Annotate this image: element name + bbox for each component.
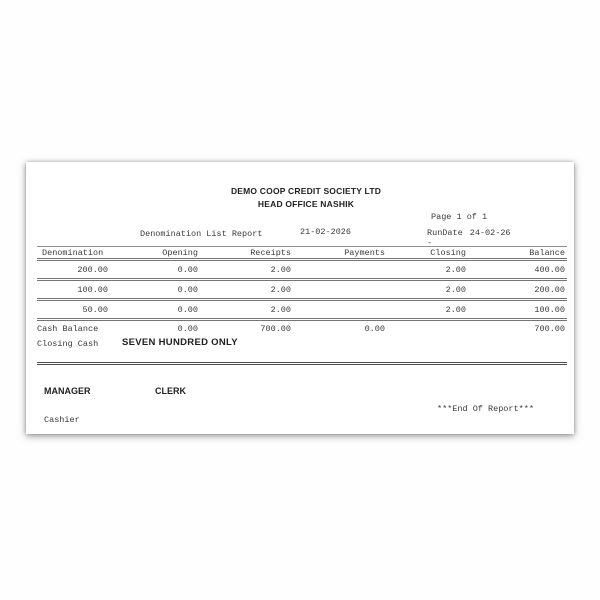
cell-receipts: 2.00 xyxy=(202,260,295,280)
cell-denomination: 50.00 xyxy=(37,300,112,320)
cell-closing: 2.00 xyxy=(389,280,468,300)
cell-payments xyxy=(295,280,389,300)
closing-cash-in-words: SEVEN HUNDRED ONLY xyxy=(122,337,238,348)
cell-balance: 100.00 xyxy=(468,300,567,320)
table-row xyxy=(37,280,567,300)
cell-opening: 0.00 xyxy=(112,260,202,280)
cash-balance-row xyxy=(37,320,567,337)
closing-cash-label: Closing Cash xyxy=(37,339,99,349)
page-indicator: Page 1 of 1 xyxy=(431,212,488,222)
cash-balance-opening: 0.00 xyxy=(177,323,198,334)
cell-balance: 200.00 xyxy=(468,280,567,300)
end-of-report-marker: ***End Of Report*** xyxy=(437,404,534,414)
col-header-opening: Opening xyxy=(112,247,202,260)
report-title: Denomination List Report xyxy=(140,229,263,239)
signature-manager: MANAGER xyxy=(44,386,91,396)
run-date xyxy=(427,228,511,238)
signature-cashier: Cashier xyxy=(44,415,80,425)
cell-closing: 2.00 xyxy=(389,300,468,320)
cash-balance-closing xyxy=(389,320,468,337)
col-header-receipts: Receipts xyxy=(202,247,295,260)
cash-balance-label: Cash Balance xyxy=(37,323,99,334)
report-date: 21-02-2026 xyxy=(300,227,352,237)
cash-balance-payments: 0.00 xyxy=(364,323,385,334)
table-row xyxy=(37,260,567,280)
report-page xyxy=(26,162,574,434)
cell-receipts: 2.00 xyxy=(202,300,295,320)
footer-divider xyxy=(37,362,567,365)
cash-balance-balance: 700.00 xyxy=(534,323,565,334)
col-header-balance: Balance xyxy=(468,247,567,260)
col-header-payments: Payments xyxy=(295,247,389,260)
col-header-closing: Closing xyxy=(389,247,468,260)
signature-clerk: CLERK xyxy=(155,386,186,396)
office-name: HEAD OFFICE NASHIK xyxy=(257,199,355,209)
table-header-row xyxy=(37,247,567,260)
col-header-denomination: Denomination xyxy=(37,247,112,260)
cell-balance: 400.00 xyxy=(468,260,567,280)
run-date-value: 24-02-26 xyxy=(469,228,511,238)
cell-opening: 0.00 xyxy=(112,300,202,320)
cell-denomination: 100.00 xyxy=(37,280,112,300)
org-name: DEMO COOP CREDIT SOCIETY LTD xyxy=(230,186,382,196)
run-date-stray-mark: - xyxy=(427,238,433,248)
run-date-label: RunDate xyxy=(427,228,463,238)
cell-closing: 2.00 xyxy=(389,260,468,280)
cell-payments xyxy=(295,260,389,280)
cash-balance-receipts: 700.00 xyxy=(260,323,291,334)
denomination-table xyxy=(37,246,567,336)
cell-payments xyxy=(295,300,389,320)
cell-receipts: 2.00 xyxy=(202,280,295,300)
cell-opening: 0.00 xyxy=(112,280,202,300)
table-row xyxy=(37,300,567,320)
cell-denomination: 200.00 xyxy=(37,260,112,280)
